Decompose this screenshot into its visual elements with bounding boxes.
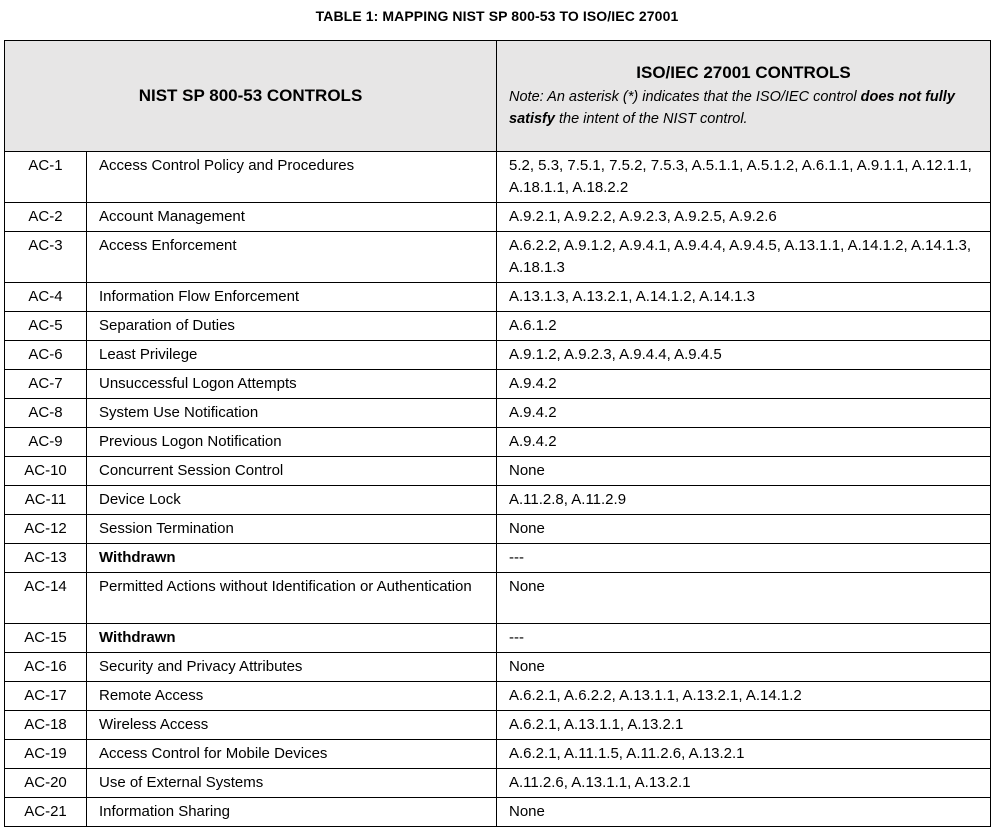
iso-controls: A.9.1.2, A.9.2.3, A.9.4.4, A.9.4.5 xyxy=(497,341,991,370)
iso-controls: A.9.4.2 xyxy=(497,428,991,457)
control-name: Access Enforcement xyxy=(87,232,497,283)
control-id: AC-10 xyxy=(5,457,87,486)
control-id: AC-21 xyxy=(5,798,87,827)
table-row xyxy=(5,312,991,341)
control-id: AC-13 xyxy=(5,544,87,573)
table-row xyxy=(5,682,991,711)
iso-controls: A.11.2.8, A.11.2.9 xyxy=(497,486,991,515)
iso-controls: A.6.1.2 xyxy=(497,312,991,341)
control-name: Information Flow Enforcement xyxy=(87,283,497,312)
control-name: Separation of Duties xyxy=(87,312,497,341)
iso-controls: None xyxy=(497,515,991,544)
iso-controls: None xyxy=(497,653,991,682)
iso-controls: A.11.2.6, A.13.1.1, A.13.2.1 xyxy=(497,769,991,798)
table-row xyxy=(5,544,991,573)
iso-controls: None xyxy=(497,798,991,827)
control-name: Account Management xyxy=(87,203,497,232)
control-id: AC-7 xyxy=(5,370,87,399)
table-row xyxy=(5,457,991,486)
table-row xyxy=(5,341,991,370)
table-row xyxy=(5,798,991,827)
control-id: AC-11 xyxy=(5,486,87,515)
control-name: Remote Access xyxy=(87,682,497,711)
control-name: Wireless Access xyxy=(87,711,497,740)
control-id: AC-5 xyxy=(5,312,87,341)
iso-controls: --- xyxy=(497,624,991,653)
control-name: Security and Privacy Attributes xyxy=(87,653,497,682)
control-name: Use of External Systems xyxy=(87,769,497,798)
iso-controls: A.9.4.2 xyxy=(497,370,991,399)
header-iso-title: ISO/IEC 27001 CONTROLS xyxy=(636,62,851,82)
control-name: Least Privilege xyxy=(87,341,497,370)
table-row xyxy=(5,283,991,312)
table-row xyxy=(5,370,991,399)
iso-controls: --- xyxy=(497,544,991,573)
iso-controls: A.13.1.3, A.13.2.1, A.14.1.2, A.14.1.3 xyxy=(497,283,991,312)
control-name: Access Control Policy and Procedures xyxy=(87,152,497,203)
iso-controls: 5.2, 5.3, 7.5.1, 7.5.2, 7.5.3, A.5.1.1, A.5.1.2, A.6.1.1, A.9.1.1, A.12.1.1, A.18.1.1, A.18.2.2 xyxy=(497,152,991,203)
control-id: AC-12 xyxy=(5,515,87,544)
header-iso-controls xyxy=(497,41,991,152)
table-title: TABLE 1: MAPPING NIST SP 800-53 TO ISO/IEC 27001 xyxy=(315,8,679,24)
table-header xyxy=(5,41,991,152)
table-row xyxy=(5,653,991,682)
control-name: Withdrawn xyxy=(87,624,497,653)
control-id: AC-1 xyxy=(5,152,87,203)
control-id: AC-6 xyxy=(5,341,87,370)
control-name: Information Sharing xyxy=(87,798,497,827)
control-id: AC-2 xyxy=(5,203,87,232)
control-name: Previous Logon Notification xyxy=(87,428,497,457)
table-row xyxy=(5,152,991,203)
control-name: Withdrawn xyxy=(87,544,497,573)
iso-controls: None xyxy=(497,573,991,624)
control-id: AC-16 xyxy=(5,653,87,682)
header-iso-note-emphasis: does not fully satisfy xyxy=(509,88,955,127)
header-iso-note-part1: Note: An asterisk (*) indicates that the ISO/IEC control xyxy=(509,88,861,105)
iso-controls: None xyxy=(497,457,991,486)
iso-controls: A.6.2.1, A.6.2.2, A.13.1.1, A.13.2.1, A.14.1.2 xyxy=(497,682,991,711)
control-name: Session Termination xyxy=(87,515,497,544)
table-row xyxy=(5,428,991,457)
header-iso-note xyxy=(509,86,978,130)
control-id: AC-18 xyxy=(5,711,87,740)
mapping-table xyxy=(4,40,991,827)
table-body xyxy=(5,152,991,827)
control-id: AC-20 xyxy=(5,769,87,798)
control-id: AC-9 xyxy=(5,428,87,457)
table-row xyxy=(5,624,991,653)
table-row xyxy=(5,711,991,740)
control-id: AC-3 xyxy=(5,232,87,283)
iso-controls: A.9.2.1, A.9.2.2, A.9.2.3, A.9.2.5, A.9.2.6 xyxy=(497,203,991,232)
header-nist-controls: NIST SP 800-53 CONTROLS xyxy=(5,41,497,152)
iso-controls: A.6.2.1, A.13.1.1, A.13.2.1 xyxy=(497,711,991,740)
control-id: AC-19 xyxy=(5,740,87,769)
control-name: System Use Notification xyxy=(87,399,497,428)
iso-controls: A.6.2.2, A.9.1.2, A.9.4.1, A.9.4.4, A.9.4.5, A.13.1.1, A.14.1.2, A.14.1.3, A.18.1.3 xyxy=(497,232,991,283)
control-id: AC-15 xyxy=(5,624,87,653)
control-name: Unsuccessful Logon Attempts xyxy=(87,370,497,399)
control-id: AC-14 xyxy=(5,573,87,624)
iso-controls: A.6.2.1, A.11.1.5, A.11.2.6, A.13.2.1 xyxy=(497,740,991,769)
table-row xyxy=(5,740,991,769)
table-row xyxy=(5,573,991,624)
table-row xyxy=(5,515,991,544)
iso-controls: A.9.4.2 xyxy=(497,399,991,428)
control-name: Concurrent Session Control xyxy=(87,457,497,486)
control-id: AC-4 xyxy=(5,283,87,312)
table-row xyxy=(5,232,991,283)
control-name: Device Lock xyxy=(87,486,497,515)
control-id: AC-17 xyxy=(5,682,87,711)
header-row xyxy=(5,41,991,152)
header-iso-note-part2: the intent of the NIST control. xyxy=(554,110,748,127)
control-name: Access Control for Mobile Devices xyxy=(87,740,497,769)
table-row xyxy=(5,203,991,232)
control-id: AC-8 xyxy=(5,399,87,428)
table-row xyxy=(5,769,991,798)
table-row xyxy=(5,486,991,515)
table-row xyxy=(5,399,991,428)
control-name: Permitted Actions without Identification or Authentication xyxy=(87,573,497,624)
